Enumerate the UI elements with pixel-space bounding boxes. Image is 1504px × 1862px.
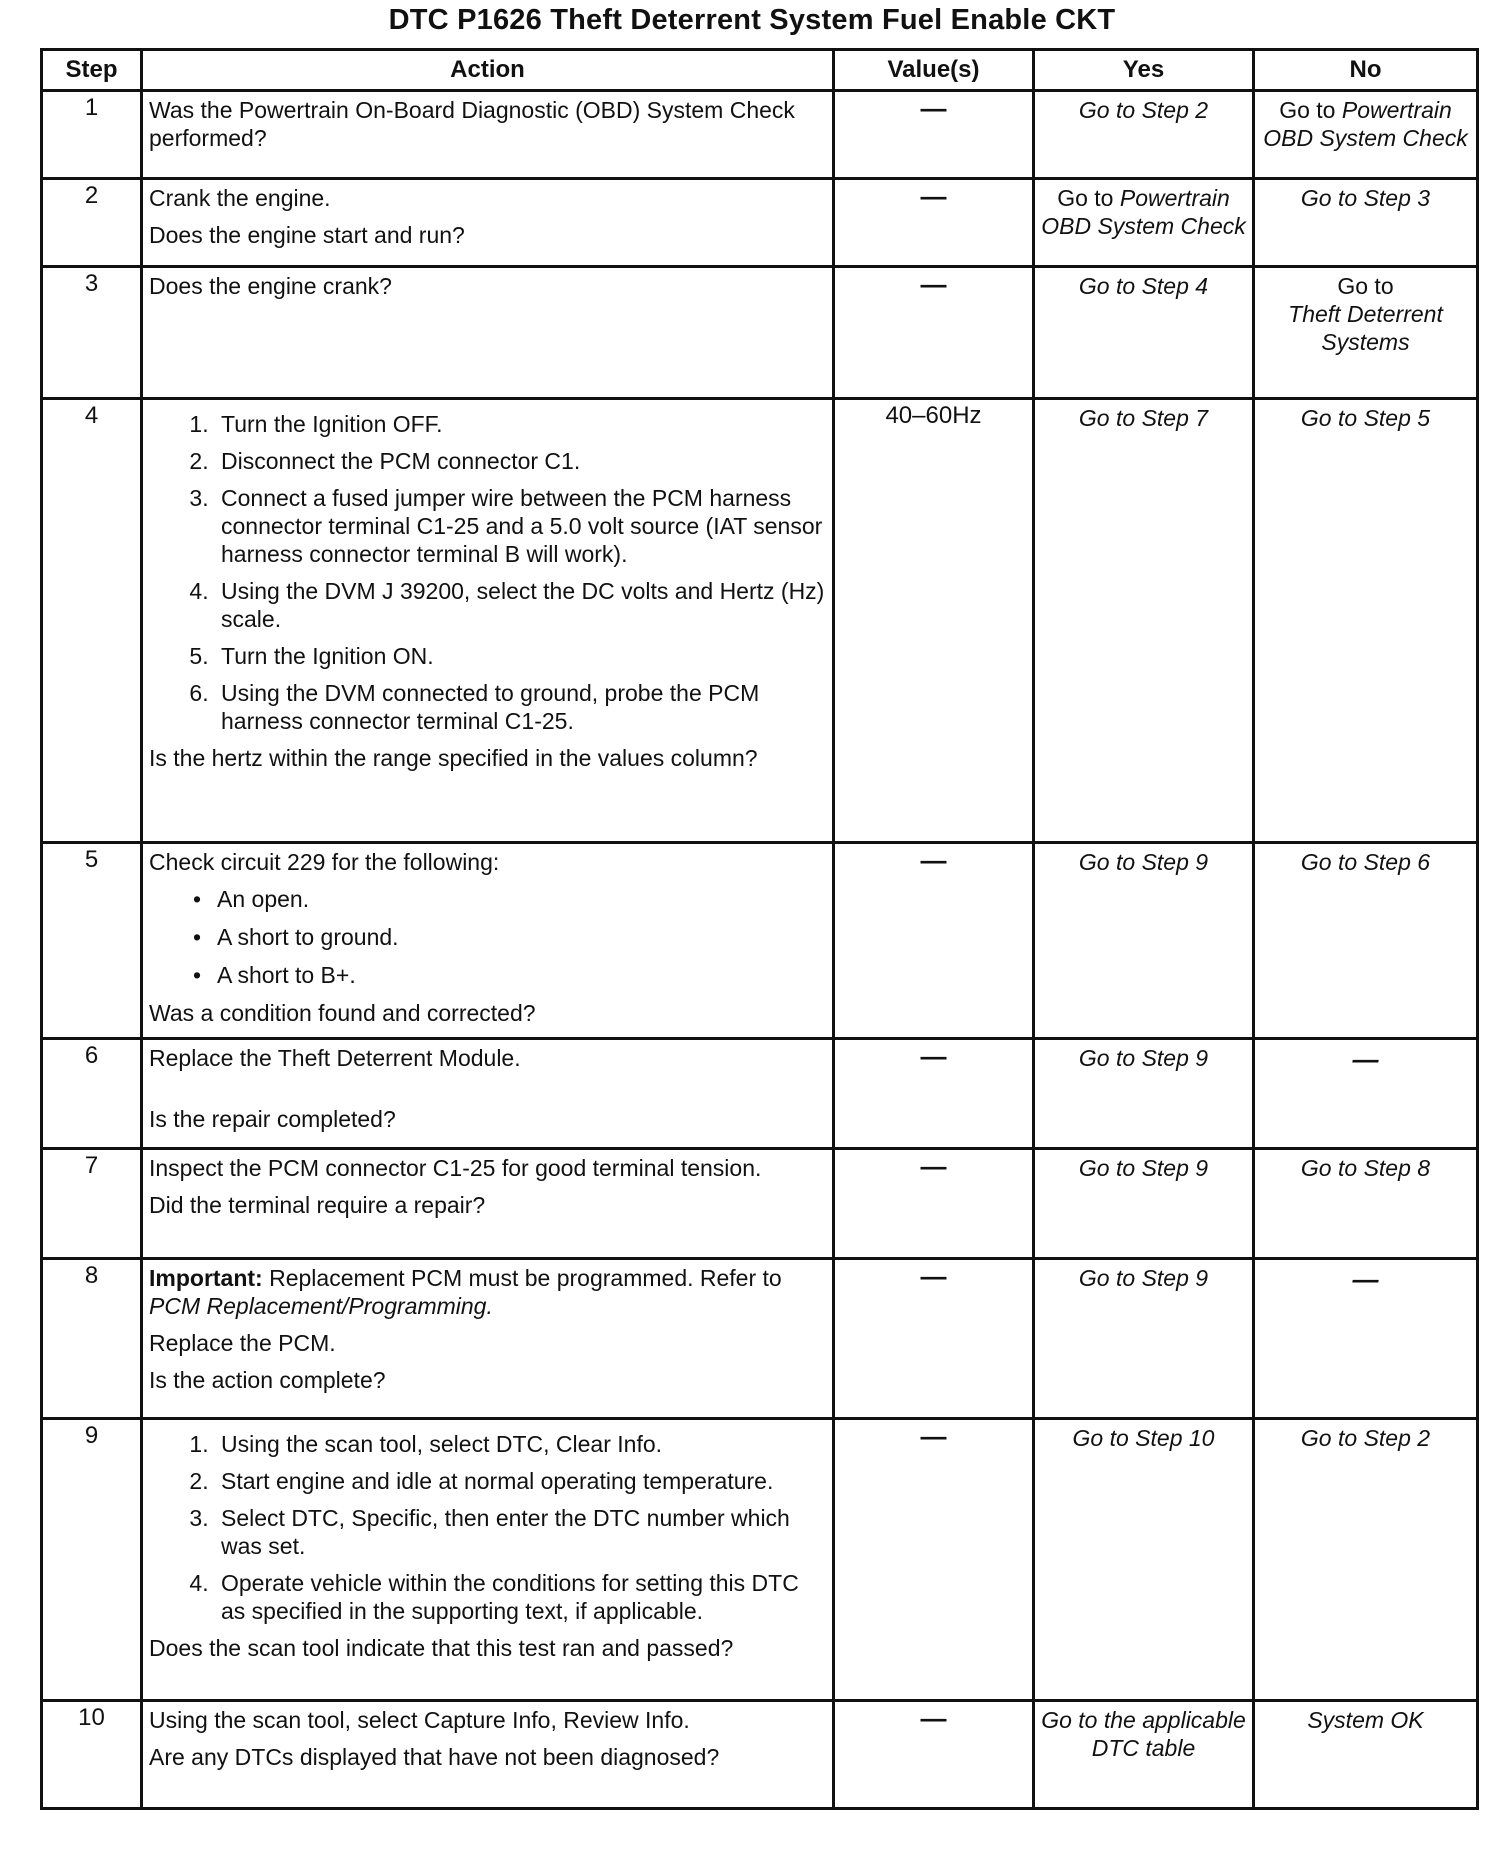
action-cell bbox=[142, 1039, 834, 1149]
no-reference: Powertrain OBD System Check bbox=[1263, 97, 1468, 152]
value-cell bbox=[834, 267, 1034, 399]
action-cell bbox=[142, 91, 834, 179]
value-cell bbox=[834, 1701, 1034, 1809]
yes-cell: Go to Step 9 bbox=[1034, 1149, 1254, 1259]
list-item: 3. Connect a fused jumper wire between the PCM harness connector terminal C1-25 and a 5.0 volt source (IAT sensor harness connector terminal B will work). bbox=[215, 484, 826, 568]
list-item: 1. Turn the Ignition OFF. bbox=[215, 410, 826, 438]
no-cell: Go to Step 6 bbox=[1254, 843, 1478, 1039]
list-item: • An open. bbox=[193, 886, 310, 913]
no-cell bbox=[1254, 1039, 1478, 1149]
step-number: 10 bbox=[42, 1701, 142, 1809]
list-item: • A short to B+. bbox=[193, 962, 356, 989]
list-item: • A short to ground. bbox=[193, 924, 399, 951]
no-cell: Go to Step 5 bbox=[1254, 399, 1478, 843]
action-cell bbox=[142, 267, 834, 399]
step-number: 3 bbox=[42, 267, 142, 399]
action-cell bbox=[142, 179, 834, 267]
action-question: Is the repair completed? bbox=[149, 1106, 396, 1133]
header-row bbox=[42, 50, 1478, 91]
no-prefix: Go to bbox=[1337, 273, 1394, 299]
step-number: 9 bbox=[42, 1419, 142, 1701]
value-text: — bbox=[920, 1151, 947, 1181]
value-text: — bbox=[920, 1261, 947, 1291]
step-number: 1 bbox=[42, 91, 142, 179]
header-yes: Yes bbox=[1034, 50, 1254, 91]
important-reference: PCM Replacement/Programming. bbox=[149, 1293, 493, 1320]
no-reference: Theft Deterrent Systems bbox=[1288, 301, 1443, 356]
action-text: Using the scan tool, select Capture Info, Review Info. bbox=[149, 1707, 690, 1733]
step-number: 2 bbox=[42, 179, 142, 267]
no-cell bbox=[1254, 91, 1478, 179]
action-cell bbox=[142, 1149, 834, 1259]
yes-cell: Go to Step 9 bbox=[1034, 1039, 1254, 1149]
value-cell bbox=[834, 179, 1034, 267]
dtc-table bbox=[40, 48, 1479, 1810]
important-label: Important: bbox=[149, 1265, 263, 1291]
action-cell bbox=[142, 399, 834, 843]
action-question: Is the hertz within the range specified in the values column? bbox=[149, 745, 758, 772]
procedure-list bbox=[149, 1430, 826, 1625]
action-text: Does the engine crank? bbox=[149, 273, 392, 299]
value-text: — bbox=[920, 181, 947, 211]
action-text: Replace the Theft Deterrent Module. bbox=[149, 1045, 521, 1071]
action-text: Inspect the PCM connector C1-25 for good terminal tension. bbox=[149, 1155, 762, 1181]
value-text: — bbox=[920, 1041, 947, 1071]
list-item-text: A short to ground. bbox=[217, 924, 399, 951]
no-cell: System OK bbox=[1254, 1701, 1478, 1809]
action-question: Does the engine start and run? bbox=[149, 222, 465, 249]
yes-prefix: Go to bbox=[1057, 185, 1114, 211]
value-text: — bbox=[920, 1703, 947, 1733]
list-item-text: A short to B+. bbox=[217, 962, 356, 989]
value-cell bbox=[834, 1259, 1034, 1419]
list-item-text: An open. bbox=[217, 886, 310, 913]
action-cell bbox=[142, 843, 834, 1039]
header-no: No bbox=[1254, 50, 1478, 91]
list-item: 1. Using the scan tool, select DTC, Clear Info. bbox=[215, 1430, 826, 1458]
no-prefix: Go to bbox=[1279, 97, 1336, 123]
value-text: — bbox=[920, 93, 947, 123]
table-row bbox=[42, 1149, 1478, 1259]
action-question: Was a condition found and corrected? bbox=[149, 1000, 536, 1027]
action-question: Are any DTCs displayed that have not been diagnosed? bbox=[149, 1744, 720, 1771]
table-row bbox=[42, 267, 1478, 399]
action-text: Check circuit 229 for the following: bbox=[149, 849, 500, 875]
yes-reference: Powertrain OBD System Check bbox=[1041, 185, 1246, 240]
table-row bbox=[42, 91, 1478, 179]
table-row bbox=[42, 1039, 1478, 1149]
no-cell: Go to Step 2 bbox=[1254, 1419, 1478, 1701]
header-step: Step bbox=[42, 50, 142, 91]
value-text: — bbox=[920, 1421, 947, 1451]
no-text: — bbox=[1352, 1264, 1379, 1294]
table-row bbox=[42, 1701, 1478, 1809]
value-text: — bbox=[920, 845, 947, 875]
important-text: Replacement PCM must be programmed. Refer to bbox=[269, 1265, 782, 1291]
action-text: Replace the PCM. bbox=[149, 1330, 336, 1357]
value-cell bbox=[834, 1419, 1034, 1701]
yes-cell: Go to Step 9 bbox=[1034, 1259, 1254, 1419]
yes-cell: Go to Step 9 bbox=[1034, 843, 1254, 1039]
step-number: 7 bbox=[42, 1149, 142, 1259]
header-action: Action bbox=[142, 50, 834, 91]
value-text: — bbox=[920, 269, 947, 299]
action-question: Does the scan tool indicate that this test ran and passed? bbox=[149, 1635, 734, 1662]
list-item: 6. Using the DVM connected to ground, probe the PCM harness connector terminal C1-25. bbox=[215, 679, 826, 735]
important-note bbox=[149, 1264, 826, 1320]
procedure-list bbox=[149, 410, 826, 735]
step-number: 5 bbox=[42, 843, 142, 1039]
table-row bbox=[42, 1259, 1478, 1419]
action-question: Did the terminal require a repair? bbox=[149, 1192, 486, 1219]
table-row bbox=[42, 843, 1478, 1039]
header-value: Value(s) bbox=[834, 50, 1034, 91]
list-item: 3. Select DTC, Specific, then enter the DTC number which was set. bbox=[215, 1504, 826, 1560]
yes-cell: Go to Step 10 bbox=[1034, 1419, 1254, 1701]
step-number: 4 bbox=[42, 399, 142, 843]
action-question: Is the action complete? bbox=[149, 1367, 386, 1394]
yes-cell: Go to Step 2 bbox=[1034, 91, 1254, 179]
no-cell: Go to Step 3 bbox=[1254, 179, 1478, 267]
no-text: — bbox=[1352, 1044, 1379, 1074]
no-cell bbox=[1254, 267, 1478, 399]
action-text: Was the Powertrain On-Board Diagnostic (OBD) System Check performed? bbox=[149, 97, 795, 152]
table-row bbox=[42, 399, 1478, 843]
condition-list bbox=[149, 885, 826, 989]
list-item: 5. Turn the Ignition ON. bbox=[215, 642, 826, 670]
value-cell bbox=[834, 1039, 1034, 1149]
action-cell bbox=[142, 1419, 834, 1701]
step-number: 8 bbox=[42, 1259, 142, 1419]
table-row bbox=[42, 179, 1478, 267]
value-cell bbox=[834, 91, 1034, 179]
yes-cell bbox=[1034, 179, 1254, 267]
yes-cell: Go to Step 4 bbox=[1034, 267, 1254, 399]
value-cell: 40–60Hz bbox=[834, 399, 1034, 843]
yes-cell: Go to Step 7 bbox=[1034, 399, 1254, 843]
step-number: 6 bbox=[42, 1039, 142, 1149]
list-item: 2. Start engine and idle at normal operating temperature. bbox=[215, 1467, 826, 1495]
list-item: 4. Operate vehicle within the conditions for setting this DTC as specified in the supporting text, if applicable. bbox=[215, 1569, 826, 1625]
no-cell bbox=[1254, 1259, 1478, 1419]
list-item: 4. Using the DVM J 39200, select the DC volts and Hertz (Hz) scale. bbox=[215, 577, 826, 633]
yes-cell: Go to the applicable DTC table bbox=[1034, 1701, 1254, 1809]
list-item: 2. Disconnect the PCM connector C1. bbox=[215, 447, 826, 475]
value-cell bbox=[834, 1149, 1034, 1259]
action-text: Crank the engine. bbox=[149, 185, 331, 211]
value-cell bbox=[834, 843, 1034, 1039]
no-cell: Go to Step 8 bbox=[1254, 1149, 1478, 1259]
action-cell bbox=[142, 1259, 834, 1419]
table-row bbox=[42, 1419, 1478, 1701]
action-cell bbox=[142, 1701, 834, 1809]
page-title: DTC P1626 Theft Deterrent System Fuel Enable CKT bbox=[388, 4, 1116, 36]
